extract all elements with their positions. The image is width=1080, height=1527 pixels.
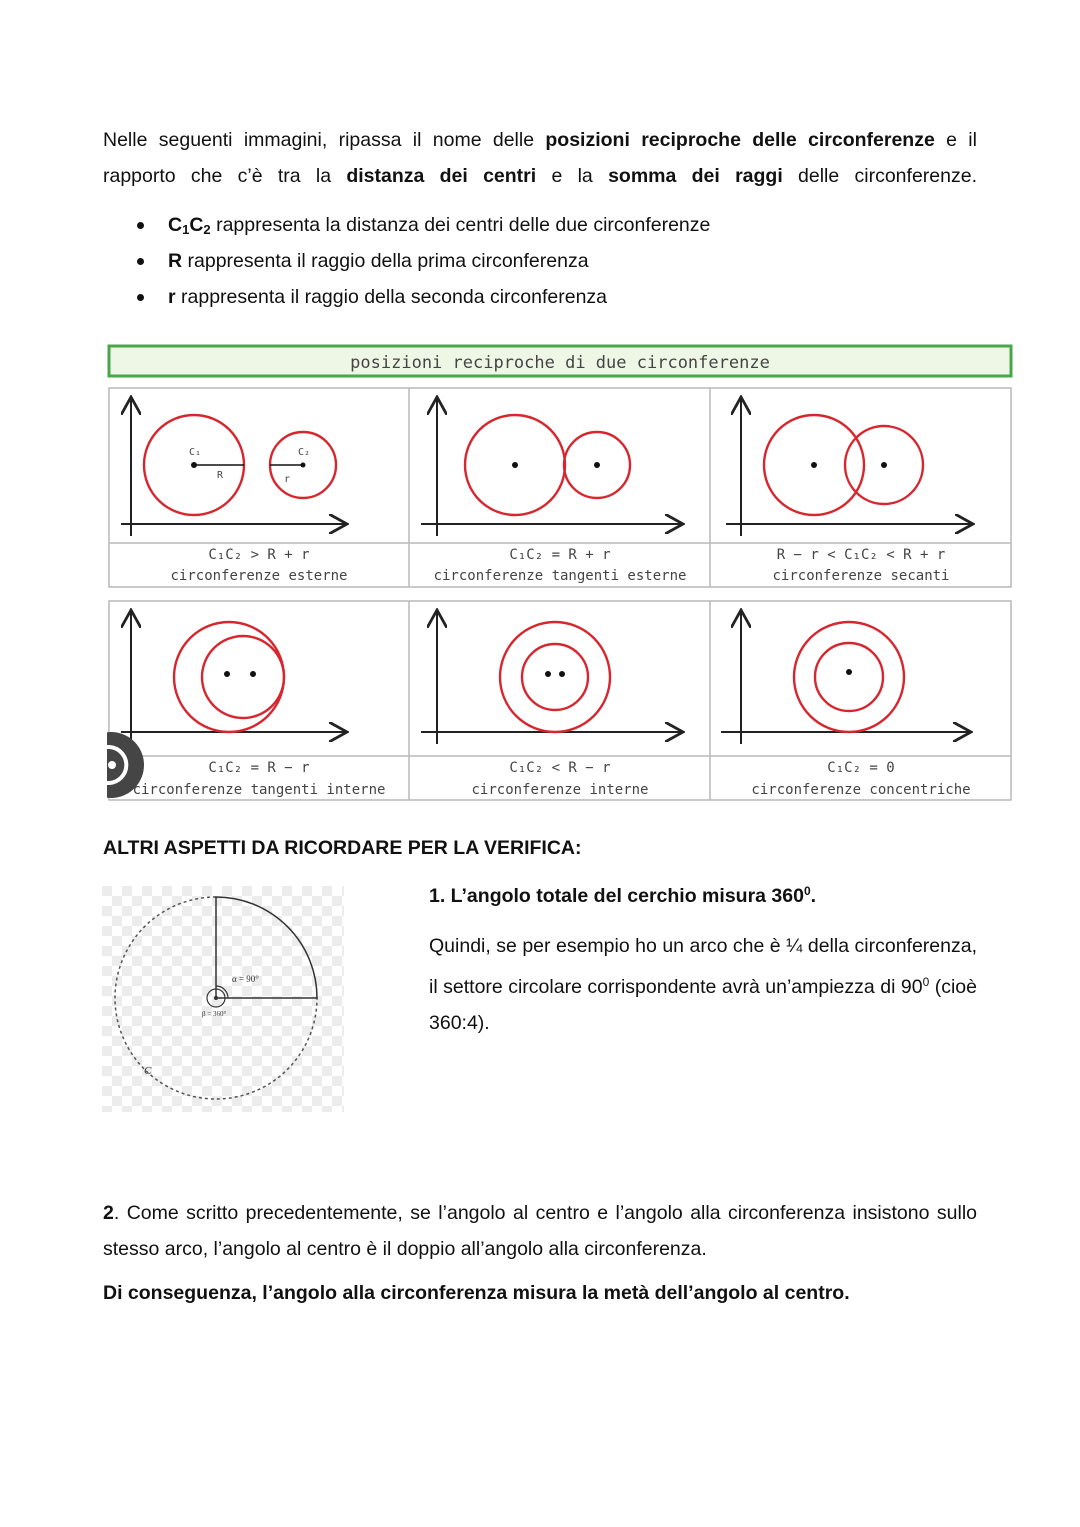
cell-formula: C₁C₂ = R − r bbox=[208, 760, 310, 776]
list-item: r rappresenta il raggio della seconda circonferenza bbox=[137, 280, 710, 316]
cell-name: circonferenze interne bbox=[471, 782, 649, 798]
checker-background bbox=[102, 886, 344, 1112]
cell-name: circonferenze secanti bbox=[772, 568, 950, 584]
beta-label: β = 360° bbox=[202, 1010, 227, 1018]
cell-name: circonferenze concentriche bbox=[751, 782, 971, 798]
label-small-r: r bbox=[284, 474, 291, 485]
cell-name: circonferenze esterne bbox=[170, 568, 348, 584]
cell-formula: R − r < C₁C₂ < R + r bbox=[776, 547, 946, 563]
circle-label: C bbox=[144, 1065, 152, 1077]
label-c2: C₂ bbox=[298, 447, 311, 458]
cell-formula: C₁C₂ > R + r bbox=[208, 547, 310, 563]
figure-title: posizioni reciproche di due circonferenze bbox=[350, 353, 770, 373]
cell-formula: C₁C₂ = R + r bbox=[509, 547, 611, 563]
cell-captions bbox=[133, 547, 971, 798]
bullet-icon bbox=[137, 294, 144, 301]
cell-formula: C₁C₂ < R − r bbox=[509, 760, 611, 776]
cell-name: circonferenze tangenti interne bbox=[132, 782, 386, 798]
cell-name: circonferenze tangenti esterne bbox=[433, 568, 687, 584]
bullet-icon bbox=[137, 258, 144, 265]
label-c1: C₁ bbox=[189, 447, 202, 458]
point-2-paragraph: 2. Come scritto precedentemente, se l’angolo al centro e l’angolo alla circonferenza insistono sullo stesso arco, l’angolo al centro è il doppio all’angolo alla circonferenza. bbox=[103, 1202, 977, 1260]
section-heading: ALTRI ASPETTI DA RICORDARE PER LA VERIFICA: bbox=[103, 837, 582, 859]
label-big-r: R bbox=[217, 470, 224, 481]
list-item: $C_1C_2$ rappresenta la distanza dei centri delle due circonferenze bbox=[137, 208, 710, 244]
circle-positions-figure bbox=[107, 344, 1013, 804]
point-1-title: 1. L’angolo totale del cerchio misura $360^0$. bbox=[429, 884, 817, 907]
point-3-conclusion: Di conseguenza, l’angolo alla circonferenza misura la metà dell’angolo al centro. bbox=[103, 1282, 850, 1304]
full-angle-figure bbox=[102, 886, 344, 1112]
intro-paragraph: Nelle seguenti immagini, ripassa il nome delle posizioni reciproche delle circonferenze e il rapporto che c’è tra la distanza dei centri e la somma dei raggi delle circonferenze. bbox=[103, 129, 977, 187]
definition-list bbox=[137, 208, 710, 316]
cell-formula: C₁C₂ = 0 bbox=[827, 760, 895, 776]
point-1-body: Quindi, se per esempio ho un arco che è ¼ della circonferenza, il settore circolare corrispondente avrà un’ampiezza di $90^0$ (cioè 360:4). bbox=[429, 935, 977, 1034]
bullet-icon bbox=[137, 222, 144, 229]
list-item: R rappresenta il raggio della prima circonferenza bbox=[137, 244, 710, 280]
alpha-label: α = 90° bbox=[232, 974, 259, 984]
figure-grid bbox=[109, 388, 1011, 800]
